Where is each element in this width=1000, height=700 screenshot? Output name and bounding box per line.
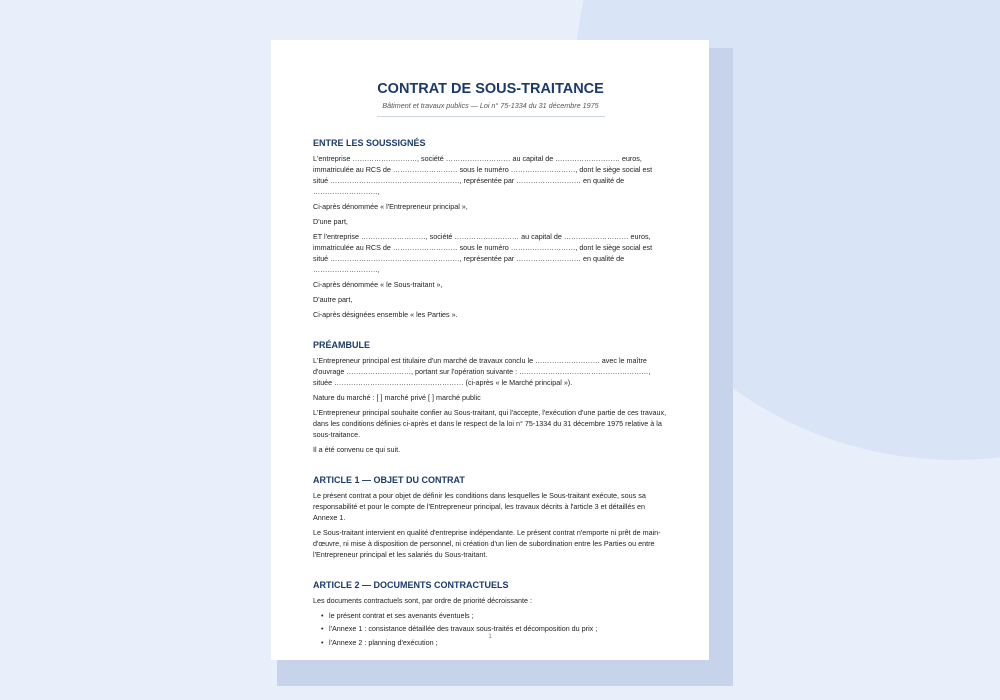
paragraph: Nature du marché : [ ] marché privé [ ] marché public <box>313 393 481 402</box>
title-divider <box>377 116 605 117</box>
paragraph: ET l'entreprise ………………………, société ……………………… au capital de ……………………… euros, immatriculée au RCS de ……………………… sous le numéro ………………………, dont le siège social est situé ………………………………………………, représentée par ……………………… en qualité de ………………………, <box>313 232 653 274</box>
document-title: CONTRAT DE SOUS-TRAITANCE <box>377 81 604 97</box>
list-item: • l'Annexe 1 : consistance détaillée des travaux sous-traités et décomposition du prix ; <box>321 623 668 634</box>
paragraph: Le présent contrat a pour objet de définir les conditions dans lesquelles le Sous-traitant exécute, sous sa responsabilité et pour le compte de l'Entrepreneur principal, les travaux décrits à l'article 3 et détaillés en Annexe 1. <box>313 491 646 522</box>
document-page <box>271 40 709 660</box>
paragraph: Ci-après désignées ensemble « les Parties ». <box>313 310 458 319</box>
document-list <box>313 610 668 648</box>
paragraph: D'autre part, <box>313 295 353 304</box>
paragraph: L'Entrepreneur principal est titulaire d'un marché de travaux conclu le ……………………… avec le maître d'ouvrage ………………………, portant sur l'opération suivante : ………………………………………………, située ……………………………………………… (ci-après « le Marché principal »). <box>313 356 651 387</box>
section-heading-article-2: ARTICLE 2 — DOCUMENTS CONTRACTUELS <box>313 580 509 590</box>
list-item: • l'Annexe 2 : planning d'exécution ; <box>321 637 668 648</box>
section-heading-preambule: PRÉAMBULE <box>313 340 371 350</box>
list-item: • le présent contrat et ses avenants éventuels ; <box>321 610 668 621</box>
paragraph: Le Sous-traitant intervient en qualité d'entreprise indépendante. Le présent contrat n'emporte ni prêt de main-d'œuvre, ni mise à disposition de personnel, ni création d'un lien de subordination entre les Parties ou entre l'Entrepreneur principal et les salariés du Sous-traitant. <box>313 528 661 559</box>
document-subtitle: Bâtiment et travaux publics — Loi n° 75-1334 du 31 décembre 1975 <box>382 101 599 110</box>
paragraph: Ci-après dénommée « le Sous-traitant », <box>313 280 443 289</box>
paragraph: D'une part, <box>313 217 348 226</box>
paragraph: Les documents contractuels sont, par ordre de priorité décroissante : <box>313 596 532 605</box>
paragraph: Il a été convenu ce qui suit. <box>313 445 401 454</box>
paragraph: Ci-après dénommée « l'Entrepreneur principal », <box>313 202 468 211</box>
page-number: 1 <box>488 633 492 640</box>
section-heading-article-1: ARTICLE 1 — OBJET DU CONTRAT <box>313 475 465 485</box>
section-heading-parties: ENTRE LES SOUSSIGNÉS <box>313 138 426 148</box>
paragraph: L'Entrepreneur principal souhaite confier au Sous-traitant, qui l'accepte, l'exécution d'une partie de ces travaux, dans les conditions définies ci-après et dans le respect de la loi n° 75-1334 du 31 décembre 1975 relative à la sous-traitance. <box>313 408 667 439</box>
paragraph: L'entreprise ………………………, société ……………………… au capital de ……………………… euros, immatriculée au RCS de ……………………… sous le numéro ………………………, dont le siège social est situé ………………………………………………, représentée par ……………………… en qualité de ………………………, <box>313 154 653 196</box>
